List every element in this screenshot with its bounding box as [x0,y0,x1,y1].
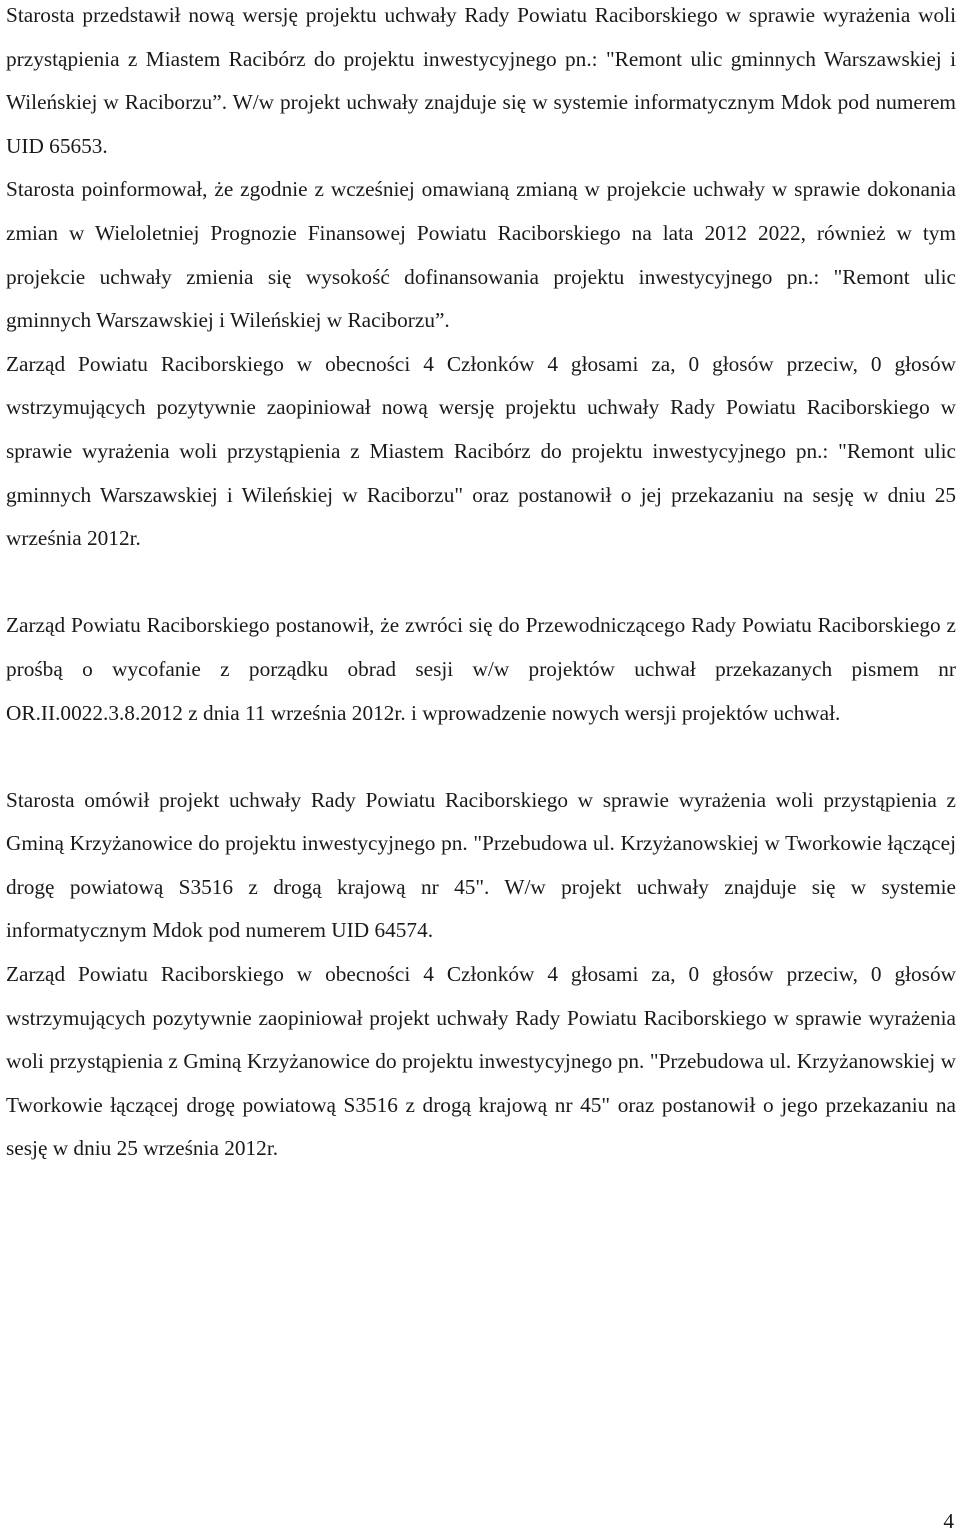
paragraph-krzyzanowice-project: Starosta omówił projekt uchwały Rady Powiatu Raciborskiego w sprawie wyrażenia woli przystąpienia z Gminą Krzyżanowice do projektu inwestycyjnego pn. "Przebudowa ul. Krzyżanowskiej w Tworkowie łączącej drogę powiatową S3516 z drogą krajową nr 45". W/w projekt uchwały znajduje się w systemie informatycznym Mdok pod numerem UID 64574. [6,787,956,943]
paragraph-withdrawal-request: Zarząd Powiatu Raciborskiego postanowił, że zwróci się do Przewodniczącego Rady Powiatu Raciborskiego z prośbą o wycofanie z porządku obrad sesji w/w projektów uchwał przekazanych pismem nr OR.II.0022.3.8.2012 z dnia 11 września 2012r. i wprowadzenie nowych wersji projektów uchwał. [6,613,956,725]
page-number: 4 [943,1509,954,1533]
document-page [6,0,956,1171]
paragraph-board-vote-raciborz: Zarząd Powiatu Raciborskiego w obecności 4 Członków 4 głosami za, 0 głosów przeciw, 0 głosów wstrzymujących pozytywnie zaopiniował nową wersję projektu uchwały Rady Powiatu Raciborskiego w sprawie wyrażenia woli przystąpienia z Miastem Racibórz do projektu inwestycyjnego pn.: "Remont ulic gminnych Warszawskiej i Wileńskiej w Raciborzu" oraz postanowił o jej przekazaniu na sesję w dniu 25 września 2012r. [6,351,956,551]
paragraph-financing-change: Starosta poinformował, że zgodnie z wcześniej omawianą zmianą w projekcie uchwały w sprawie dokonania zmian w Wieloletniej Prognozie Finansowej Powiatu Raciborskiego na lata 2012 2022, również w tym projekcie uchwały zmienia się wysokość dofinansowania projektu inwestycyjnego pn.: "Remont ulic gminnych Warszawskiej i Wileńskiej w Raciborzu”. [6,177,956,333]
paragraph-new-resolution-version: Starosta przedstawił nową wersję projektu uchwały Rady Powiatu Raciborskiego w sprawie wyrażenia woli przystąpienia z Miastem Racibórz do projektu inwestycyjnego pn.: "Remont ulic gminnych Warszawskiej i Wileńskiej w Raciborzu”. W/w projekt uchwały znajduje się w systemie informatycznym Mdok pod numerem UID 65653. [6,3,956,158]
paragraph-board-vote-krzyzanowice: Zarząd Powiatu Raciborskiego w obecności 4 Członków 4 głosami za, 0 głosów przeciw, 0 głosów wstrzymujących pozytywnie zaopiniował projekt uchwały Rady Powiatu Raciborskiego w sprawie wyrażenia woli przystąpienia z Gminą Krzyżanowice do projektu inwestycyjnego pn. "Przebudowa ul. Krzyżanowskiej w Tworkowie łączącej drogę powiatową S3516 z drogą krajową nr 45" oraz postanowił o jego przekazaniu na sesję w dniu 25 września 2012r. [6,962,956,1161]
